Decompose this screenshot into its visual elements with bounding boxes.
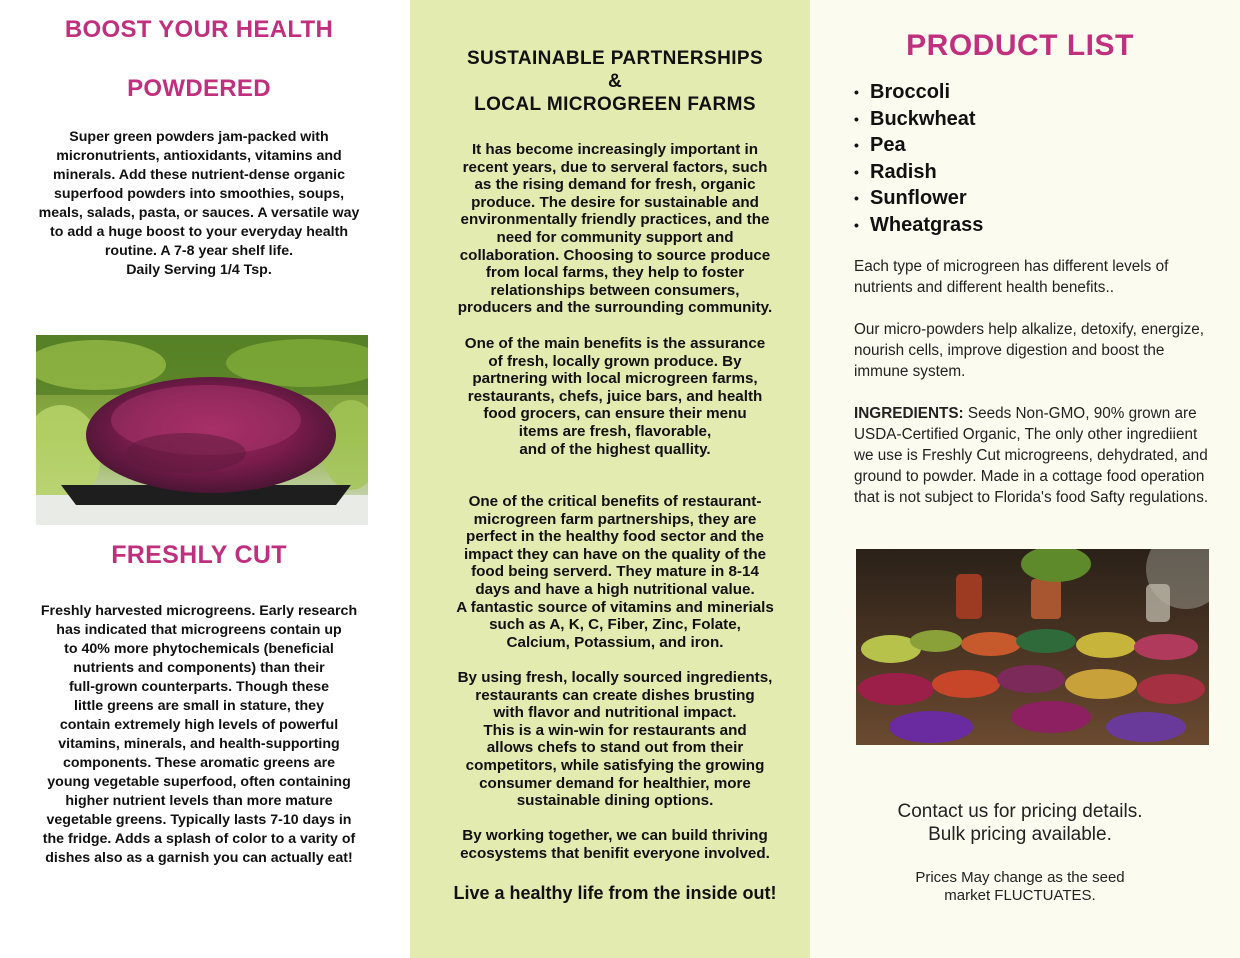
ingredients-label: INGREDIENTS: — [854, 405, 964, 422]
powder-description: Super green powders jam-packed with micronutrients, antioxidants, vitamins and minerals. Add these nutrient-dense organic superfood powders into smoothies, soups, meals, salads, pasta, or sauces. A versatile way to add a huge boost to your everyday health routine. A 7-8 year shelf life. Daily Serving 1/4 Tsp. — [38, 129, 360, 278]
benefits-text: Our micro-powders help alkalize, detoxify, energize, nourish cells, improve digestion and boost the immune system. — [854, 321, 1204, 380]
bulk-pricing-text: Bulk pricing available. — [928, 824, 1112, 845]
freshly-cut-heading: FRESHLY CUT — [111, 541, 287, 569]
microgreens-tray-photo — [36, 335, 368, 525]
contact-pricing-text: Contact us for pricing details. — [897, 801, 1143, 822]
prices-note-line2: market FLUCTUATES. — [944, 887, 1096, 904]
ingredients-block — [854, 403, 1214, 508]
product-list — [854, 79, 983, 238]
bullet-icon: • — [854, 137, 859, 153]
product-item: • Buckwheat — [854, 106, 983, 133]
product-list-heading: PRODUCT LIST — [906, 29, 1134, 62]
bullet-icon: • — [854, 110, 859, 127]
partnerships-title-ampersand: & — [607, 71, 623, 92]
freshly-cut-description: Freshly harvested microgreens. Early research has indicated that microgreens contain up to 40% more phytochemicals (beneficial nutrients and components) than their full-grown counterparts. Though these little greens are small in stature, they contain extremely high levels of powerful vitamins, minerals, and health-supporting components. These aromatic greens are young vegetable superfood, often containing higher nutrient levels than more mature vegetable greens. Typically lasts 7-10 days in the fridge. Adds a splash of color to a varity of dishes also as a garnish you can actually eat! — [40, 603, 358, 866]
tagline: Live a healthy life from the inside out! — [453, 883, 777, 903]
partnerships-paragraph-4: By using fresh, locally sourced ingredients, restaurants can create dishes brusting with flavor and nutritional impact. This is a win-win for restaurants and allows chefs to stand out from their competitors, while satisfying the growing consumer demand for healthier, more sustainable dining options. — [457, 669, 773, 810]
product-item: • Radish — [854, 159, 983, 186]
product-item: • Broccoli — [854, 79, 983, 106]
middle-panel — [410, 0, 810, 958]
partnerships-paragraph-3: One of the critical benefits of restaurant- microgreen farm partnerships, they are perfect in the healthy food sector and the impact they can have on the quality of the food being serverd. They mature in 8-14 days and have a high nutritional value. A fantastic source of vitamins and minerials such as A, K, C, Fiber, Zinc, Folate, Calcium, Potassium, and iron. — [456, 493, 774, 651]
partnerships-title-line1: SUSTAINABLE PARTNERSHIPS — [466, 48, 764, 69]
partnerships-paragraph-1: It has become increasingly important in recent years, due to serveral factors, such as the rising demand for fresh, organic produce. The desire for sustainable and environmentally friendly practices, and the need for community support and collaboration. Choosing to source produce from local farms, they help to foster relationships between consumers, producers and the surrounding community. — [457, 141, 773, 317]
bullet-icon: • — [854, 190, 859, 206]
product-item: • Wheatgrass — [854, 212, 983, 239]
product-item: • Sunflower — [854, 185, 983, 212]
powdered-heading: POWDERED — [127, 75, 271, 102]
prices-note-line1: Prices May change as the seed — [915, 869, 1125, 886]
left-panel — [0, 0, 410, 958]
partnerships-title-line2: LOCAL MICROGREEN FARMS — [474, 94, 756, 115]
right-panel — [810, 0, 1240, 958]
bullet-icon: • — [854, 84, 859, 100]
bullet-icon: • — [854, 216, 859, 233]
bullet-icon: • — [854, 163, 859, 180]
product-item: • Pea — [854, 132, 983, 159]
partnerships-paragraph-5: By working together, we can build thriving ecosystems that benifit everyone involved. — [460, 827, 770, 862]
ingredients-text: Seeds Non-GMO, 90% grown are USDA-Certified Organic, The only other ingrediient we use is Freshly Cut microgreens, dehydrated, and ground to powder. Made in a cottage food operation that is not subject to Florida's food Safty regulations. — [854, 405, 1209, 506]
nutrient-levels-text: Each type of microgreen has different levels of nutrients and different health benefits.. — [854, 258, 1169, 296]
powder-bowls-photo — [856, 549, 1209, 745]
boost-heading: BOOST YOUR HEALTH — [64, 16, 334, 43]
partnerships-paragraph-2: One of the main benefits is the assurance of fresh, locally grown produce. By partnering with local microgreen farms, restaurants, chefs, juice bars, and health food grocers, can ensure their menu items are fresh, flavorable, and of the highest quallity. — [464, 335, 766, 458]
